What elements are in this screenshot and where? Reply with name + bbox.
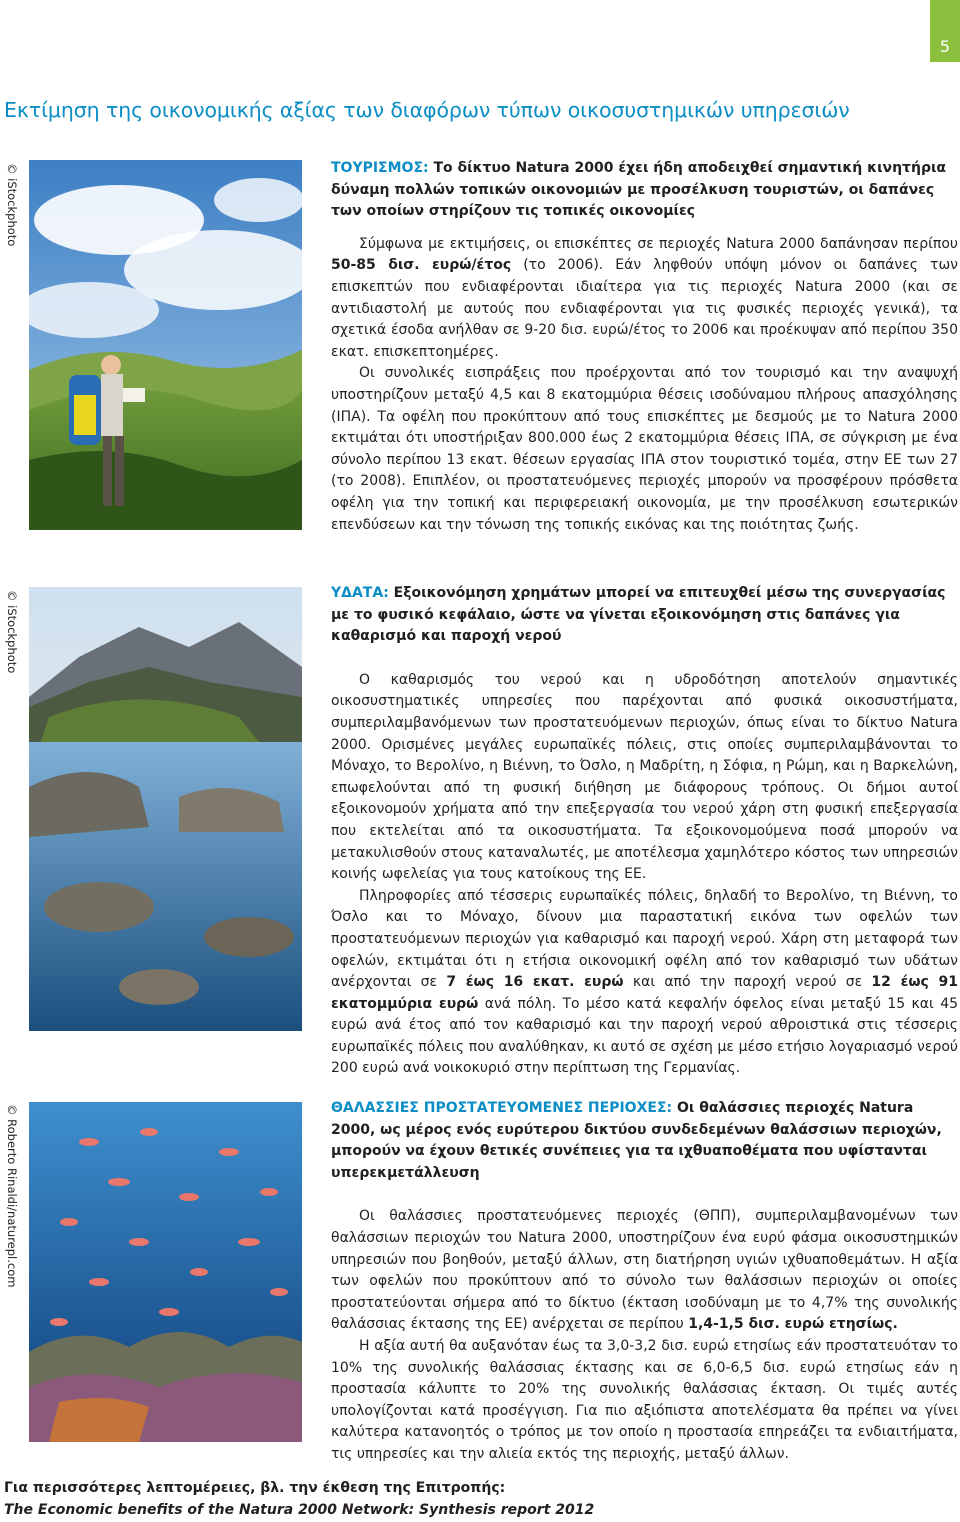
- water-section: [331, 583, 958, 1080]
- hiker-photo: [29, 160, 302, 530]
- water-heading-text: Εξοικονόμηση χρημάτων μπορεί να επιτευχθεί μέσω της συνεργασίας με το φυσικό κεφάλαιο, ώστε να γίνεται εξοικονόμηση στις δαπάνες για καθαρισμό και παροχή νερού: [331, 585, 946, 645]
- water-paragraph-2: [331, 886, 958, 1080]
- footer-report-title: The Economic benefits of the Natura 2000 Network: Synthesis report 2012: [4, 1501, 595, 1518]
- page-title: Εκτίμηση της οικονομικής αξίας των διαφόρων τύπων οικοσυστημικών υπηρεσιών: [4, 98, 850, 122]
- tourism-section: [331, 158, 958, 536]
- water-p2-text-a: Πληροφορίες από τέσσερις ευρωπαϊκές πόλεις, δηλαδή το Βερολίνο, τη Βιέννη, το Όσλο και το Μόναχο, δίνουν μια παραστατική εικόνα των οφελών των προστατευόμενων περιοχών για καθαρισμό και παροχή νερού. Χάρη στη μεταφορά των οφελών, εκτιμάται ότι η ετήσια οικονομική οφέλη από τον καθαρισμό των υδάτων ανέρχονται σε: [331, 887, 958, 991]
- page-number: 5: [939, 37, 951, 56]
- tourism-paragraph-1: [331, 234, 958, 364]
- water-heading: [331, 583, 958, 648]
- photo-credit-3: © Roberto Rinaldi/naturepl.com: [5, 1104, 19, 1288]
- marine-section: [331, 1098, 958, 1466]
- reef-fish-photo: [29, 1102, 302, 1442]
- tourism-heading: [331, 158, 958, 223]
- marine-paragraph-2: Η αξία αυτή θα αυξανόταν έως τα 3,0-3,2 δισ. ευρώ ετησίως εάν προστατευόταν το 10% της συνολικής θαλάσσιας έκτασης και σε 6,0-6,5 δισ. ευρώ ετησίως εάν η προστασία κάλυπτε το 20% της συνολικής θαλάσσιας έκταση. Οι τιμές αυτές υπολογίζονται κατά προσέγγιση. Για πιο αξιόπιστα αποτελέσματα θα πρέπει να γίνει καλύτερα κατανοητός ο τρόπος με τον οποίο η προστασία επηρεάζει τα ενδιαιτήματα, τις υπηρεσίες και την αλιεία εκτός της περιοχής, μεταξύ άλλων.: [331, 1337, 958, 1462]
- marine-heading: [331, 1098, 958, 1184]
- water-label: ΥΔΑΤΑ:: [331, 585, 389, 601]
- tourism-paragraph-2: Οι συνολικές εισπράξεις που προέρχονται από τον τουρισμό και την αναψυχή υποστηρίζουν μεταξύ 4,5 και 8 εκατομμύρια θέσεις ισοδύναμου πλήρους απασχόλησης (ΙΠΑ). Τα οφέλη που προκύπτουν από τους επισκέπτες με δεσμούς με το Natura 2000 εκτιμάται ότι υποστήριξαν 800.000 έως 2 εκατομμύρια θέσεις ΙΠΑ, σε σύγκριση με ένα σύνολο περίπου 13 εκατ. θέσεων εργασίας ΙΠΑ στον τουριστικό τομέα, στην ΕΕ των 27 (το 2008). Επιπλέον, οι προστατευόμενες περιοχές μπορούν να προσφέρουν πρόσθετα οφέλη για την τοπική και περιφερειακή οικονομία, με την προσέλκυση εσωτερικών επενδύσεων και την τόνωση της τοπικής εικόνας και της ποιότητας ζωής.: [331, 365, 958, 533]
- footer-reference: [4, 1478, 594, 1521]
- photo-credit-2: © iStockphoto: [5, 590, 19, 674]
- water-p2-text-e: ανά πόλη. Το μέσο κατά κεφαλήν όφελος είναι μεταξύ 15 και 45 ευρώ ανά έτος από τον καθαρισμό και την παροχή νερού αθροιστικά στις τέσσερις ευρωπαϊκές πόλεις που αναλύθηκαν, κι αυτό σε σχέση με μέσο ετήσιο λογαριασμό νερού 200 ευρώ ανά νοικοκυριό στην περίπτωση της Γερμανίας.: [331, 995, 959, 1077]
- tourism-p1-text-c: (το 2006). Εάν ληφθούν υπόψη μόνον οι δαπάνες των επισκεπτών που ενδιαφέρονται ιδιαίτερα για τις περιοχές Natura 2000 (και σε αντιδιαστολή με αυτούς που ενδιαφέρονται για τις φυσικές περιοχές γενικά), τα σχετικά έσοδα ανήλθαν σε 9-20 δισ. ευρώ/έτος το 2006 και προέκυψαν από περίπου 350 εκατ. επισκεπτοημέρες.: [331, 257, 958, 360]
- tourism-p1-figure: 50-85 δισ. ευρώ/έτος: [331, 257, 512, 274]
- tourism-p1-text-a: Σύμφωνα με εκτιμήσεις, οι επισκέπτες σε περιοχές Natura 2000 δαπάνησαν περίπου: [359, 235, 958, 252]
- water-p2-figure-1: 7 έως 16 εκατ. ευρώ: [446, 974, 624, 991]
- marine-p1-text-a: Οι θαλάσσιες προστατευόμενες περιοχές (ΘΠΠ), συμπεριλαμβανομένων των θαλάσσιων περιοχών του Natura 2000, υποστηρίζουν ένα ευρύ φάσμα οικοσυστημικών υπηρεσιών που βοηθούν, μεταξύ άλλων, στη διατήρηση υγιών ιχθυαποθεμάτων. Η αξία των οφελών που προκύπτουν από το σύνολο των θαλάσσιων περιοχών οι οποίες προστατεύονται σήμερα από το δίκτυο (έκταση ισοδύναμη με το 4,7% της συνολικής θαλάσσιας έκτασης της ΕΕ) ανέρχεται σε περίπου: [331, 1208, 958, 1333]
- tourism-label: ΤΟΥΡΙΣΜΟΣ:: [331, 160, 429, 176]
- water-paragraph-1: Ο καθαρισμός του νερού και η υδροδότηση αποτελούν σημαντικές οικοσυστηματικές υπηρεσίες που παρέχονται από φυσικά οικοσυστήματα, συμπεριλαμβανόμενων των προστατευόμενων περιοχών, όπως είναι το δίκτυο Natura 2000. Ορισμένες μεγάλες ευρωπαϊκές πόλεις, στις οποίες συμπεριλαμβάνονται το Μόναχο, το Βερολίνο, η Βιέννη, το Όσλο, η Μαδρίτη, η Σόφια, η Ρώμη, και η Βαρκελώνη, επωφελούνται από τη φυσική διήθηση με διάφορους τρόπους. Οι δήμοι αυτοί εξοικονομούν χρήματα από την επεξεργασία του νερού χάρη στη φυσική επεξεργασία που εκτελείται από τα οικοσυστήματα. Τα εξοικονομούμενα ποσά μπορούν να μετακυλισθούν στους καταναλωτές, με αποτέλεσμα χαμηλότερο κόστος των υπηρεσιών κοινής ωφελείας για τους κατοίκους της ΕΕ.: [331, 671, 958, 883]
- marine-label: ΘΑΛΑΣΣΙΕΣ ΠΡΟΣΤΑΤΕΥΟΜΕΝΕΣ ΠΕΡΙΟΧΕΣ:: [331, 1100, 673, 1116]
- marine-heading-text: Οι θαλάσσιες περιοχές Natura 2000, ως μέρος ενός ευρύτερου δικτύου συνδεδεμένων θαλάσσιων περιοχών, μπορούν να έχουν θετικές συνέπειες για τα ιχθυαποθέματα που υφίστανται υπερεκμετάλλευση: [331, 1100, 942, 1181]
- page-number-tab: [930, 0, 960, 62]
- photo-credit-1: © iStockphoto: [5, 163, 19, 247]
- footer-line-1: Για περισσότερες λεπτομέρειες, βλ. την έκθεση της Επιτροπής:: [4, 1480, 506, 1496]
- lake-photo: [29, 587, 302, 1031]
- tourism-heading-text: Το δίκτυο Natura 2000 έχει ήδη αποδειχθεί σημαντική κινητήρια δύναμη πολλών τοπικών οικονομιών με προσέλκυση τουριστών, οι δαπάνες των οποίων στηρίζουν τις τοπικές οικονομίες: [331, 160, 947, 220]
- water-p2-figure-2: 12 έως 91 εκατομμύρια ευρώ: [331, 974, 958, 1012]
- water-p2-text-c: και από την παροχή νερού σε: [623, 974, 872, 991]
- marine-p1-figure: 1,4-1,5 δισ. ευρώ ετησίως.: [688, 1316, 898, 1333]
- marine-paragraph-1: [331, 1206, 958, 1336]
